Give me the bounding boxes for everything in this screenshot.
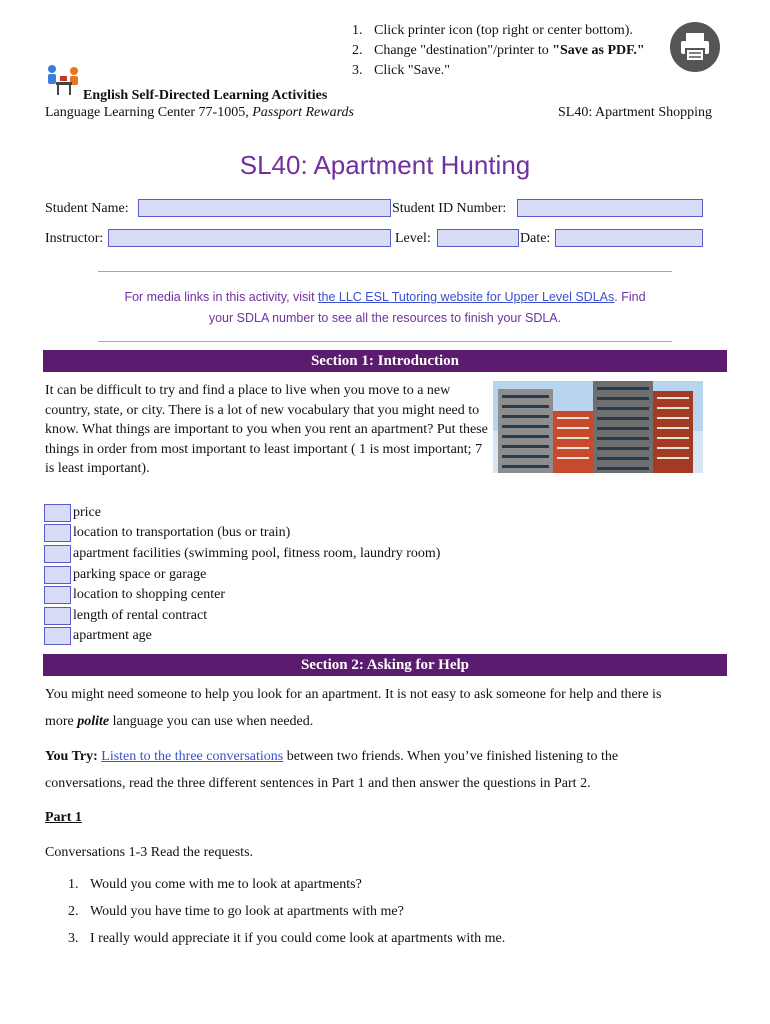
instruction-3: 3. Click "Save." [352,63,450,78]
instructor-field[interactable] [108,229,391,247]
student-id-label: Student ID Number: [392,201,507,216]
section-2-para-line2: more polite language you can use when needed. [45,714,314,729]
rank-input[interactable] [44,566,71,584]
request-2: 2. Would you have time to go look at apartments with me? [68,904,404,919]
conversations-instruction: Conversations 1-3 Read the requests. [45,845,254,860]
rank-input[interactable] [44,545,71,563]
part-1-heading: Part 1 [45,810,82,825]
rank-input[interactable] [44,607,71,625]
divider-top [98,271,672,272]
student-name-label: Student Name: [45,201,129,216]
section-2-header: Section 2: Asking for Help [43,654,727,676]
media-links-note: For media links in this activity, visit the LLC ESL Tutoring website for Upper Level SDLAs. Find your SDLA number to see all the resources to finish your SDLA. [124,290,646,325]
sdla-website-link[interactable]: the LLC ESL Tutoring website for Upper Level SDLAs [318,290,615,304]
instruction-2: 2. Change "destination"/printer to "Save as PDF." [352,43,645,58]
rank-input[interactable] [44,504,71,522]
print-instructions [352,21,682,81]
section-1-header: Section 1: Introduction [43,350,727,372]
rank-input[interactable] [44,586,71,604]
page-title: SL40: Apartment Hunting [239,150,531,180]
student-name-field[interactable] [138,199,391,217]
date-field[interactable] [555,229,703,247]
request-1: 1. Would you come with me to look at apartments? [68,877,362,892]
rank-item-transportation: location to transportation (bus or train) [44,524,290,542]
rank-item-facilities: apartment facilities (swimming pool, fitness room, laundry room) [44,545,440,563]
request-3: 3. I really would appreciate it if you could come look at apartments with me. [68,931,506,946]
date-label: Date: [520,231,551,246]
instruction-1: 1. Click printer icon (top right or center bottom). [352,23,633,38]
level-label: Level: [395,231,431,246]
header-activity-code: SL40: Apartment Shopping [558,105,712,120]
printer-button[interactable] [670,22,720,72]
printer-icon [670,22,720,72]
rank-input[interactable] [44,524,71,542]
rank-input[interactable] [44,627,71,645]
student-id-field[interactable] [517,199,703,217]
rank-item-contract: length of rental contract [44,607,207,625]
you-try-line2: conversations, read the three different sentences in Part 1 and then answer the questions in Part 2. [45,776,591,791]
conversations-link[interactable]: Listen to the three conversations [101,749,284,764]
level-field[interactable] [437,229,519,247]
learning-center-logo [44,62,84,102]
instructor-label: Instructor: [45,231,104,246]
header-subtitle: Language Learning Center 77-1005, Passport Rewards [45,105,354,120]
divider-bottom [98,341,672,342]
section-1-intro: It can be difficult to try and find a place to live when you move to a new country, state, or city. There is a lot of new vocabulary that you might need to know. What things are important to you when you rent an apartment? Put these things in order from most important to least important ( 1 is most important; 7 is least important). [45,383,488,476]
section-2-para-line1: You might need someone to help you look for an apartment. It is not easy to ask someone for help and there is [45,687,662,702]
rank-item-parking: parking space or garage [44,566,206,584]
header-title: English Self-Directed Learning Activities [83,88,328,103]
you-try-line1: You Try: Listen to the three conversations between two friends. When you’ve finished listening to the [45,749,619,764]
rank-item-price: price [44,504,101,522]
rank-item-shopping: location to shopping center [44,586,225,604]
apartment-building-image [493,381,703,473]
rank-item-age: apartment age [44,627,152,645]
